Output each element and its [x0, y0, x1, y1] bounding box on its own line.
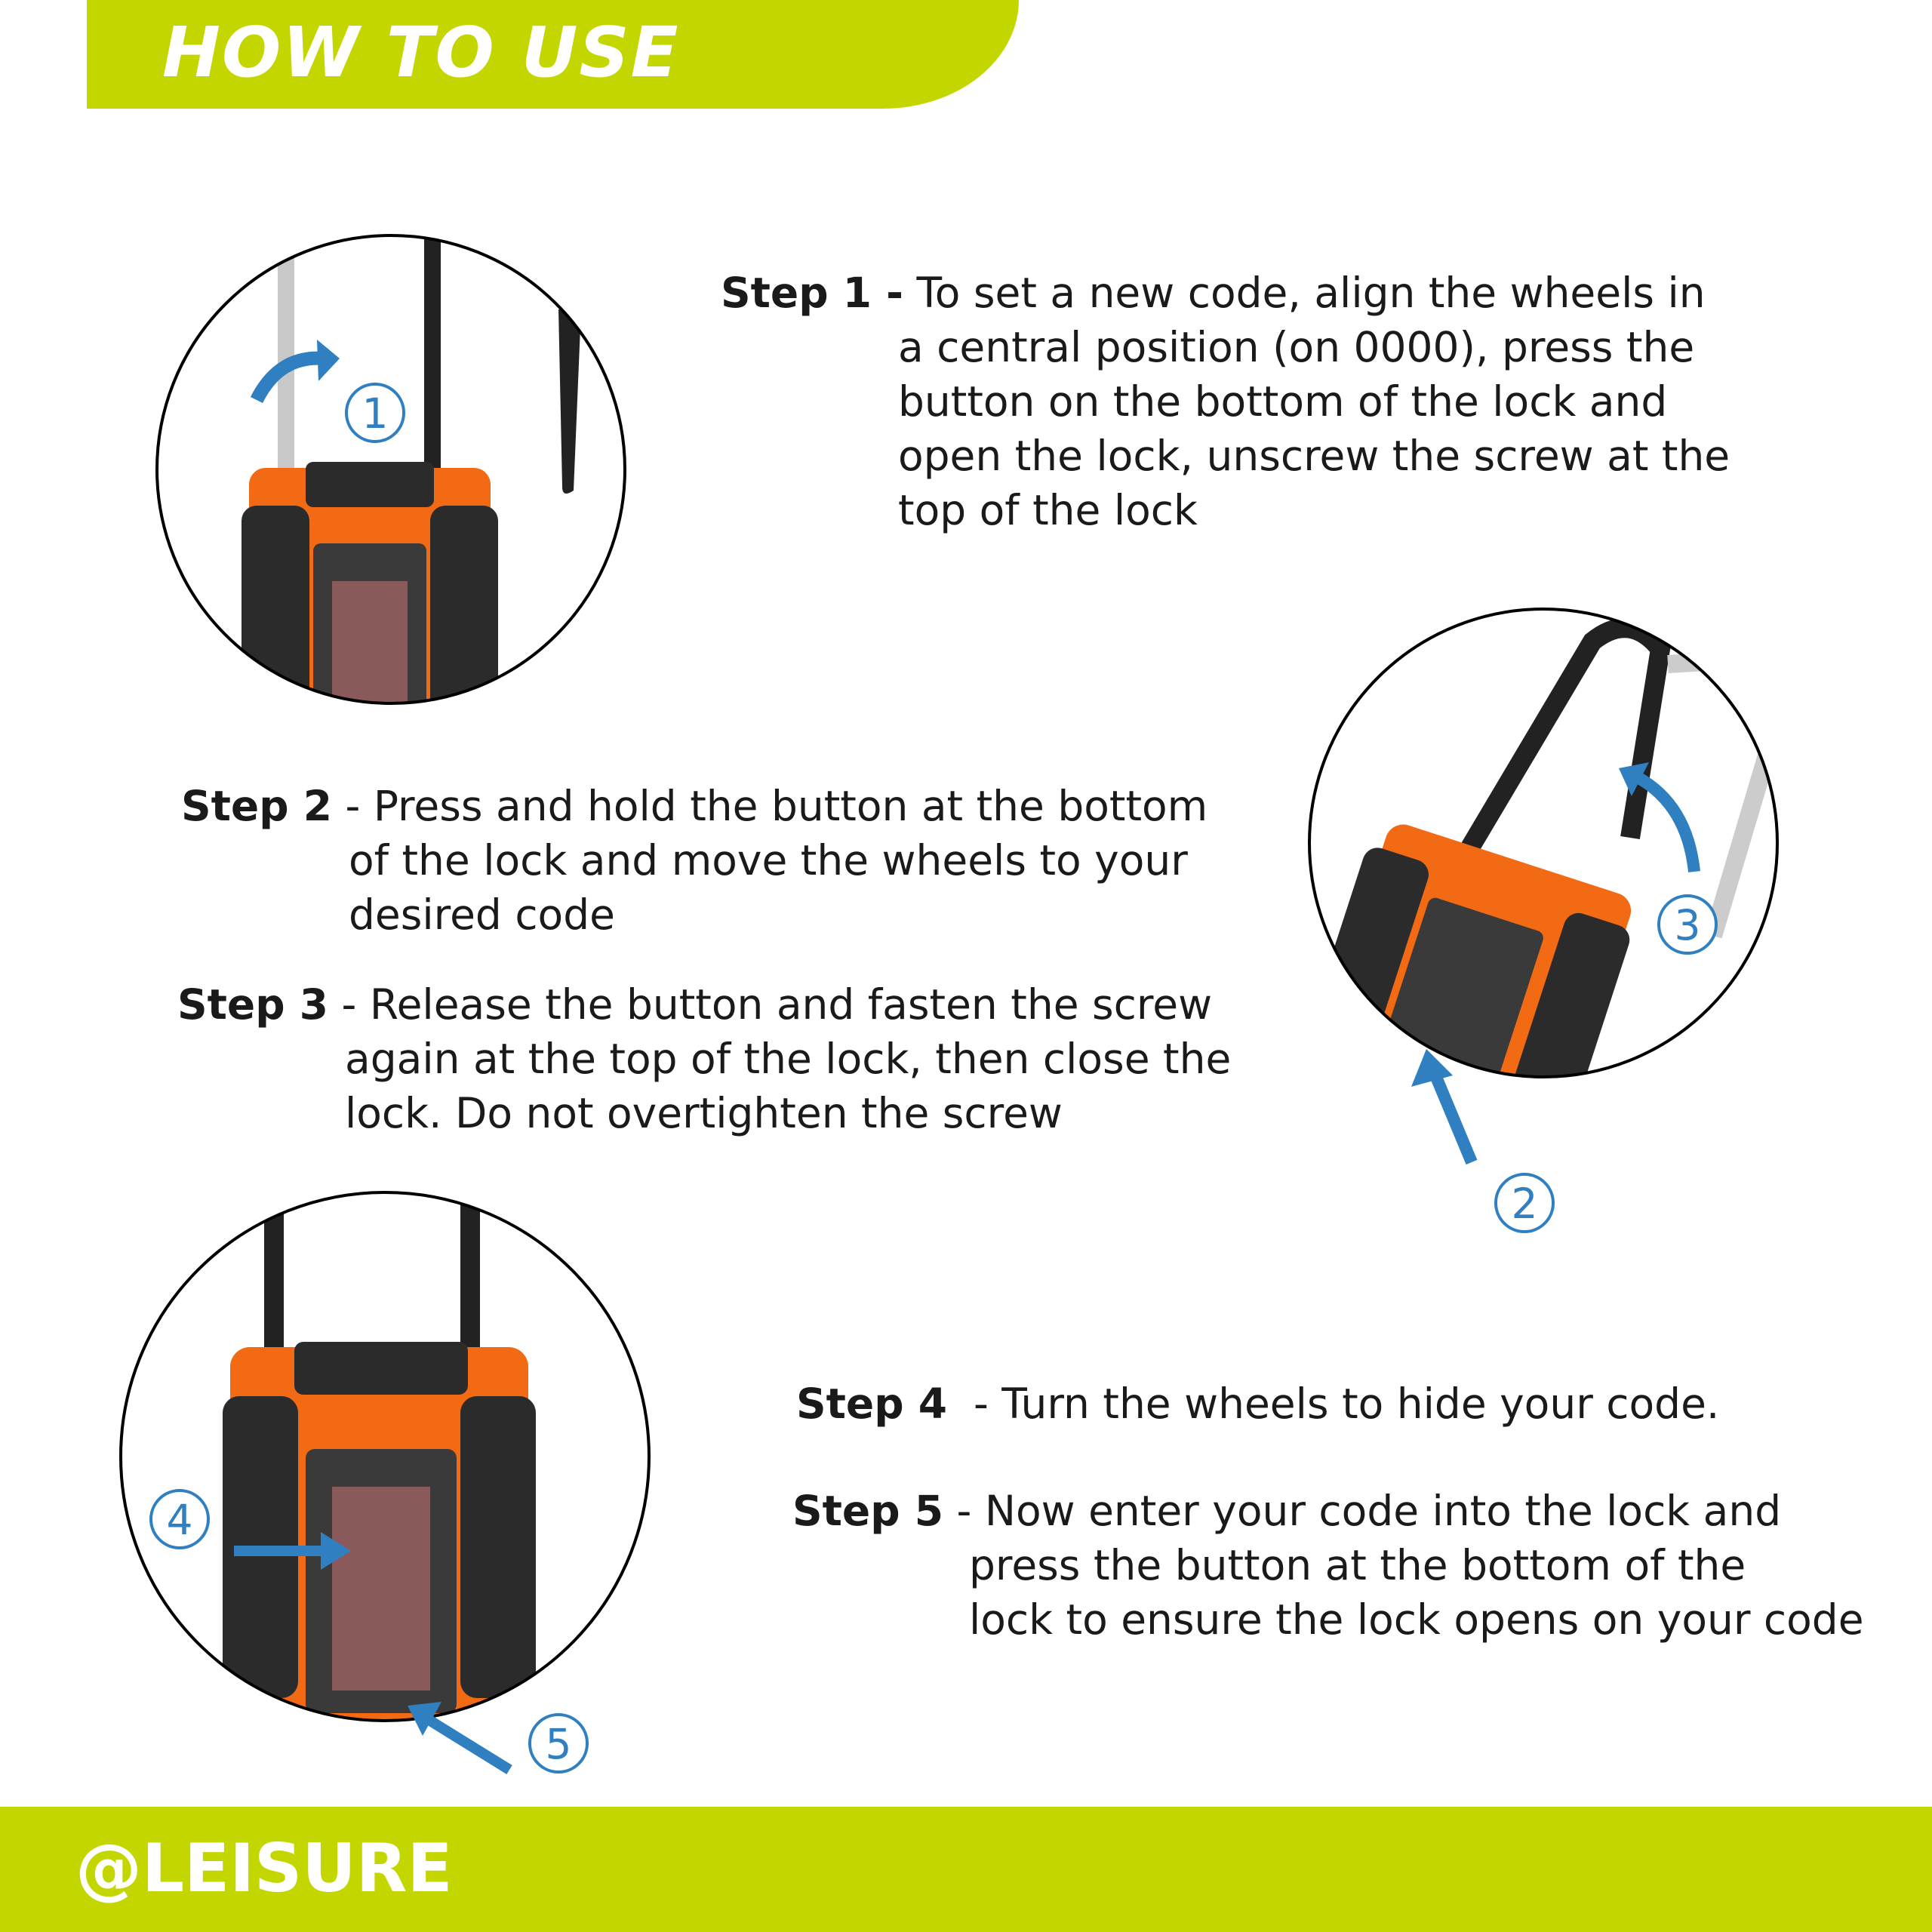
step-1-line-4: open the lock, unscrew the screw at the [898, 432, 1730, 480]
page-title: HOW TO USE [162, 12, 680, 93]
marker-5: 5 [545, 1720, 572, 1768]
step-2-sep: - [345, 782, 374, 830]
lock-illustration-step-4-5 [106, 1177, 679, 1781]
step-5-sep: - [956, 1487, 985, 1535]
step-4-sep: - [947, 1380, 1002, 1428]
step-1-line-2: a central position (on 0000), press the [898, 323, 1695, 371]
step-3-line-3: lock. Do not overtighten the screw [345, 1089, 1063, 1137]
step-3-line-2: again at the top of the lock, then close the [345, 1035, 1232, 1083]
step-5-line-2: press the button at the bottom of the [969, 1541, 1746, 1589]
step-5-line-3: lock to ensure the lock opens on your code [969, 1595, 1864, 1644]
step-1-line-1: To set a new code, align the wheels in [916, 269, 1706, 317]
step-2 [181, 779, 1208, 942]
lock-illustration-step-2-3 [1275, 596, 1864, 1238]
marker-1: 1 [361, 389, 389, 438]
step-4-line-1: Turn the wheels to hide your code. [1001, 1380, 1720, 1428]
step-2-line-1: Press and hold the button at the bottom [373, 782, 1208, 830]
footer-brand: @LEISURE [75, 1829, 453, 1907]
step-1 [721, 266, 1730, 537]
step-3-label: Step 3 [177, 980, 328, 1029]
step-5-label: Step 5 [792, 1487, 943, 1535]
step-1-line-3: button on the bottom of the lock and [898, 377, 1668, 426]
step-3-line-1: Release the button and fasten the screw [369, 980, 1213, 1029]
marker-4: 4 [166, 1496, 193, 1544]
step-2-line-3: desired code [349, 891, 615, 939]
lock-illustration-step-1 [151, 226, 641, 717]
step-3-sep: - [341, 980, 370, 1029]
step-3 [177, 977, 1231, 1140]
step-5 [792, 1484, 1864, 1647]
marker-3: 3 [1674, 901, 1701, 949]
step-5-line-1: Now enter your code into the lock and [984, 1487, 1782, 1535]
step-4-label: Step 4 [796, 1380, 947, 1428]
step-1-label: Step 1 - [721, 269, 903, 317]
marker-2: 2 [1511, 1180, 1538, 1228]
step-4 [796, 1377, 1719, 1431]
step-2-line-2: of the lock and move the wheels to your [349, 836, 1188, 884]
step-1-line-5: top of the lock [898, 486, 1198, 534]
step-2-label: Step 2 [181, 782, 332, 830]
